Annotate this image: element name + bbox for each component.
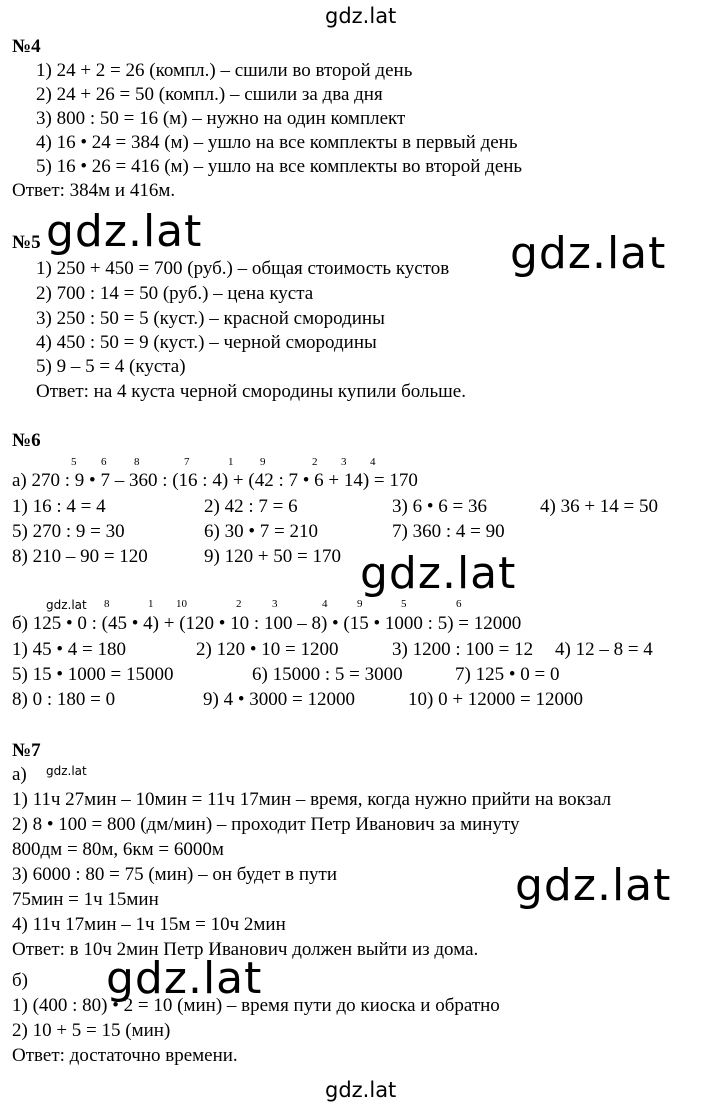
task-5-line-5: 5) 9 – 5 = 4 (куста) <box>36 356 186 377</box>
task-6a-step-3: 3) 6 • 6 = 36 <box>392 496 487 517</box>
order-a-8: 3 <box>341 456 347 468</box>
task-6b-step-1: 1) 45 • 4 = 180 <box>12 639 126 660</box>
watermark-overlay-4: gdz.lat <box>515 860 672 911</box>
task-4-line-1: 1) 24 + 2 = 26 (компл.) – сшили во второй день <box>36 60 413 81</box>
task-6b-expression: б) 125 • 0 : (45 • 4) + (120 • 10 : 100 – 8) • (15 • 1000 : 5) = 12000 <box>12 613 522 634</box>
task-7b-line-2: 2) 10 + 5 = 15 (мин) <box>12 1020 171 1041</box>
watermark-overlay-5: gdz.lat <box>106 953 263 1004</box>
task-5-heading: №5 <box>12 232 41 253</box>
order-b-3: 10 <box>176 598 187 610</box>
task-7-heading: №7 <box>12 740 41 761</box>
task-5-line-3: 3) 250 : 50 = 5 (куст.) – красной смородины <box>36 308 385 329</box>
order-b-9: 6 <box>456 598 462 610</box>
watermark-overlay-1: gdz.lat <box>46 206 203 257</box>
order-a-3: 8 <box>134 456 140 468</box>
task-6a-expression: а) 270 : 9 • 7 – 360 : (16 : 4) + (42 : 7 • 6 + 14) = 170 <box>12 470 418 491</box>
order-a-5: 1 <box>228 456 234 468</box>
task-6b-step-3: 3) 1200 : 100 = 12 <box>392 639 534 660</box>
order-a-6: 9 <box>260 456 266 468</box>
watermark-top: gdz.lat <box>325 4 397 28</box>
order-b-7: 9 <box>357 598 363 610</box>
task-7a-line-1: 1) 11ч 27мин – 10мин = 11ч 17мин – время, когда нужно прийти на вокзал <box>12 789 612 810</box>
task-7a-line-2: 2) 8 • 100 = 800 (дм/мин) – проходит Петр Иванович за минуту <box>12 814 520 835</box>
task-6b-step-2: 2) 120 • 10 = 1200 <box>196 639 339 660</box>
task-5-line-2: 2) 700 : 14 = 50 (руб.) – цена куста <box>36 283 314 304</box>
task-5-line-4: 4) 450 : 50 = 9 (куст.) – черной смородины <box>36 332 377 353</box>
task-7a-line-5: 75мин = 1ч 15мин <box>12 889 159 910</box>
task-6b-step-4: 4) 12 – 8 = 4 <box>555 639 653 660</box>
task-6a-step-5: 5) 270 : 9 = 30 <box>12 521 125 542</box>
order-b-2: 1 <box>148 598 154 610</box>
task-6a-step-2: 2) 42 : 7 = 6 <box>204 496 298 517</box>
task-7b-answer: Ответ: достаточно времени. <box>12 1045 238 1066</box>
task-4-line-3: 3) 800 : 50 = 16 (м) – нужно на один комплект <box>36 108 406 129</box>
order-b-1: 8 <box>104 598 110 610</box>
task-6b-step-10: 10) 0 + 12000 = 12000 <box>408 689 584 710</box>
task-6a-step-9: 9) 120 + 50 = 170 <box>204 546 342 567</box>
task-7a-line-3: 800дм = 80м, 6км = 6000м <box>12 839 224 860</box>
task-4-answer: Ответ: 384м и 416м. <box>12 180 176 201</box>
task-7a-line-4: 3) 6000 : 80 = 75 (мин) – он будет в пути <box>12 864 338 885</box>
task-6b-step-8: 8) 0 : 180 = 0 <box>12 689 116 710</box>
task-4-heading: №4 <box>12 36 41 57</box>
task-7b-line-1: 1) (400 : 80) • 2 = 10 (мин) – время пути до киоска и обратно <box>12 995 500 1016</box>
watermark-overlay-3: gdz.lat <box>360 548 517 599</box>
order-b-5: 3 <box>272 598 278 610</box>
task-6b-step-9: 9) 4 • 3000 = 12000 <box>203 689 355 710</box>
watermark-small-2: gdz.lat <box>46 764 87 778</box>
order-b-4: 2 <box>236 598 242 610</box>
task-5-answer: Ответ: на 4 куста черной смородины купили больше. <box>36 381 466 402</box>
task-6a-step-6: 6) 30 • 7 = 210 <box>204 521 318 542</box>
watermark-bottom: gdz.lat <box>325 1078 397 1102</box>
task-4-line-5: 5) 16 • 26 = 416 (м) – ушло на все комплекты во второй день <box>36 156 523 177</box>
task-6b-step-5: 5) 15 • 1000 = 15000 <box>12 664 174 685</box>
order-b-6: 4 <box>322 598 328 610</box>
task-7a-label: а) <box>12 764 27 785</box>
order-a-7: 2 <box>312 456 318 468</box>
task-4-line-2: 2) 24 + 26 = 50 (компл.) – сшили за два дня <box>36 84 383 105</box>
order-a-1: 5 <box>71 456 77 468</box>
task-6a-step-1: 1) 16 : 4 = 4 <box>12 496 106 517</box>
task-6a-step-4: 4) 36 + 14 = 50 <box>540 496 659 517</box>
task-7b-label: б) <box>12 970 28 991</box>
order-a-2: 6 <box>101 456 107 468</box>
task-7a-answer: Ответ: в 10ч 2мин Петр Иванович должен выйти из дома. <box>12 939 479 960</box>
order-a-4: 7 <box>184 456 190 468</box>
task-6a-step-7: 7) 360 : 4 = 90 <box>392 521 505 542</box>
task-6a-step-8: 8) 210 – 90 = 120 <box>12 546 148 567</box>
watermark-small-1: gdz.lat <box>46 598 87 612</box>
order-a-9: 4 <box>370 456 376 468</box>
watermark-overlay-2: gdz.lat <box>510 228 667 279</box>
task-5-line-1: 1) 250 + 450 = 700 (руб.) – общая стоимость кустов <box>36 258 450 279</box>
task-6b-step-6: 6) 15000 : 5 = 3000 <box>252 664 403 685</box>
task-6-heading: №6 <box>12 430 41 451</box>
order-b-8: 5 <box>401 598 407 610</box>
task-7a-line-6: 4) 11ч 17мин – 1ч 15м = 10ч 2мин <box>12 914 286 935</box>
task-4-line-4: 4) 16 • 24 = 384 (м) – ушло на все комплекты в первый день <box>36 132 518 153</box>
task-6b-step-7: 7) 125 • 0 = 0 <box>455 664 560 685</box>
